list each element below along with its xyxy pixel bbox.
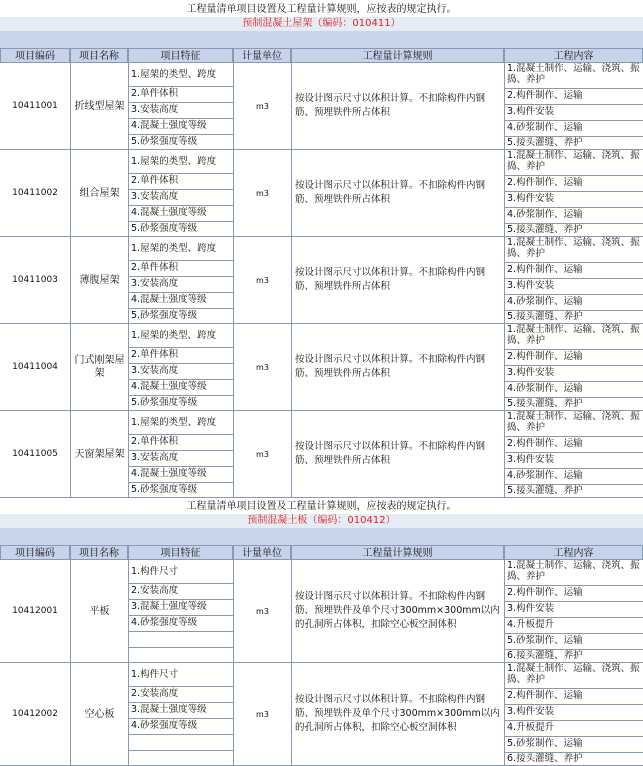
feature-item: 1.构件尺寸 xyxy=(129,663,233,687)
feature-item: 3.安装高度 xyxy=(129,364,233,380)
calc-rule: 按设计图示尺寸以体积计算。不扣除构件内钢筋、预埋铁件所占体积 xyxy=(291,63,504,149)
calc-rule: 按设计图示尺寸以体积计算。不扣除构件内钢筋、预埋铁件所占体积 xyxy=(291,324,504,410)
feature-item: 3.混凝土强度等级 xyxy=(129,600,233,616)
calc-rule: 按设计图示尺寸以体积计算。不扣除构件内钢筋、预埋铁件所占体积 xyxy=(291,237,504,323)
feature-item: 4.砂浆强度等级 xyxy=(129,616,233,632)
content-item: 5.砂浆制作、运输 xyxy=(505,737,643,753)
feature-item: 4.混凝土强度等级 xyxy=(129,467,233,483)
content-item: 5.接头灌缝、养护 xyxy=(507,137,583,148)
feature-item: 5.砂浆强度等级 xyxy=(131,223,198,234)
header-code: 项目编码 xyxy=(0,48,70,63)
item-code: 10411003 xyxy=(12,275,58,285)
item-name: 平板 xyxy=(70,560,128,662)
calc-rule: 按设计图示尺寸以体积计算。不扣除构件内钢筋、预埋铁件所占体积 xyxy=(291,411,504,497)
content-item: 4.砂浆制作、运输 xyxy=(505,382,643,398)
content-item: 1.混凝土制作、运输、浇筑、振捣、养护 xyxy=(505,237,643,263)
content-list xyxy=(504,150,643,236)
content-item: 5.砂浆制作、运输 xyxy=(505,634,643,650)
content-item: 5.接头灌缝、养护 xyxy=(507,311,583,322)
spacer-row xyxy=(0,528,643,545)
item-code: 10411002 xyxy=(12,188,58,198)
content-list xyxy=(504,237,643,323)
feature-item: 4.混凝土强度等级 xyxy=(129,380,233,396)
table-row xyxy=(0,150,643,237)
content-item: 2.构件制作、运输 xyxy=(505,350,643,366)
feature-item: 2.单件体积 xyxy=(129,261,233,277)
content-item: 3.构件安装 xyxy=(505,192,643,208)
feature-item: 1.屋架的类型、跨度 xyxy=(129,411,233,435)
feature-item: 4.混凝土强度等级 xyxy=(129,293,233,309)
feature-item: 1.屋架的类型、跨度 xyxy=(129,237,233,261)
feature-list xyxy=(128,411,233,497)
header-code: 项目编码 xyxy=(0,545,70,560)
table-row xyxy=(0,237,643,324)
content-item: 4.砂浆制作、运输 xyxy=(505,295,643,311)
item-name: 薄腹屋架 xyxy=(70,237,128,323)
content-item: 2.构件制作、运输 xyxy=(505,437,643,453)
section-notice: 工程量清单项目设置及工程量计算规则，应按表的规定执行。 xyxy=(0,499,643,515)
feature-item: 5.砂浆强度等级 xyxy=(131,397,198,408)
header-name: 项目名称 xyxy=(70,48,128,63)
feature-item: 2.安装高度 xyxy=(129,584,233,600)
content-item: 4.砂浆制作、运输 xyxy=(505,208,643,224)
content-item: 1.混凝土制作、运输、浇筑、振捣、养护 xyxy=(505,63,643,89)
feature-item: 1.构件尺寸 xyxy=(129,560,233,584)
item-code: 10412001 xyxy=(12,606,58,616)
feature-item: 2.单件体积 xyxy=(129,348,233,364)
content-item: 1.混凝土制作、运输、浇筑、振捣、养护 xyxy=(505,663,643,689)
table-row xyxy=(0,560,643,663)
feature-list xyxy=(128,560,233,662)
content-item: 2.构件制作、运输 xyxy=(505,176,643,192)
feature-item: 2.安装高度 xyxy=(129,687,233,703)
feature-item: 3.安装高度 xyxy=(129,103,233,119)
content-item: 2.构件制作、运输 xyxy=(505,89,643,105)
unit: m3 xyxy=(233,411,291,497)
feature-item xyxy=(129,751,233,766)
feature-list xyxy=(128,237,233,323)
content-item: 3.构件安装 xyxy=(505,705,643,721)
feature-item xyxy=(129,648,233,663)
content-item: 1.混凝土制作、运输、浇筑、振捣、养护 xyxy=(505,324,643,350)
feature-item xyxy=(129,735,233,751)
content-item: 3.构件安装 xyxy=(505,279,643,295)
header-unit: 计量单位 xyxy=(233,48,291,63)
content-item: 5.接头灌缝、养护 xyxy=(507,398,583,409)
feature-item: 4.砂浆强度等级 xyxy=(129,719,233,735)
header-unit: 计量单位 xyxy=(233,545,291,560)
feature-item: 2.单件体积 xyxy=(129,174,233,190)
item-name: 空心板 xyxy=(70,663,128,765)
content-item: 5.接头灌缝、养护 xyxy=(507,485,583,496)
header-features: 项目特征 xyxy=(128,545,233,560)
content-item: 2.构件制作、运输 xyxy=(505,263,643,279)
content-item: 3.构件安装 xyxy=(505,105,643,121)
calc-rule: 按设计图示尺寸以体积计算。不扣除构件内钢筋、预埋铁件及单个尺寸300mm×300mm以内的孔洞所占体积，扣除空心板空洞体积 xyxy=(291,560,504,662)
content-list xyxy=(504,411,643,497)
header-features: 项目特征 xyxy=(128,48,233,63)
item-name: 门式刚架屋架 xyxy=(70,324,128,410)
content-item: 1.混凝土制作、运输、浇筑、振捣、养护 xyxy=(505,150,643,176)
content-list xyxy=(504,324,643,410)
item-name: 天窗架屋架 xyxy=(70,411,128,497)
feature-item: 3.混凝土强度等级 xyxy=(129,703,233,719)
feature-item: 4.混凝土强度等级 xyxy=(129,119,233,135)
content-item: 1.混凝土制作、运输、浇筑、振捣、养护 xyxy=(505,411,643,437)
feature-item: 1.屋架的类型、跨度 xyxy=(129,150,233,174)
content-item: 6.接头灌缝、养护 xyxy=(507,753,583,764)
feature-item: 5.砂浆强度等级 xyxy=(131,310,198,321)
content-item: 1.混凝土制作、运输、浇筑、振捣、养护 xyxy=(505,560,643,586)
feature-list xyxy=(128,663,233,765)
feature-item: 5.砂浆强度等级 xyxy=(131,136,198,147)
content-item: 2.构件制作、运输 xyxy=(505,586,643,602)
feature-item: 3.安装高度 xyxy=(129,190,233,206)
item-name: 折线型屋架 xyxy=(70,63,128,149)
table-row xyxy=(0,663,643,766)
content-item: 3.构件安装 xyxy=(505,602,643,618)
header-name: 项目名称 xyxy=(70,545,128,560)
item-name: 组合屋架 xyxy=(70,150,128,236)
section-notice: 工程量清单项目设置及工程量计算规则，应按表的规定执行。 xyxy=(0,2,643,18)
calc-rule: 按设计图示尺寸以体积计算。不扣除构件内钢筋、预埋铁件及单个尺寸300mm×300mm以内的孔洞所占体积，扣除空心板空洞体积 xyxy=(291,663,504,765)
unit: m3 xyxy=(233,63,291,149)
table-row xyxy=(0,324,643,411)
feature-list xyxy=(128,63,233,149)
section-subtitle: 预制混凝土屋架（编码：010411） xyxy=(0,17,643,32)
section-subtitle: 预制混凝土板（编码：010412） xyxy=(0,514,643,529)
feature-item: 2.单件体积 xyxy=(129,87,233,103)
item-code: 10412002 xyxy=(12,709,58,719)
content-item: 3.构件安装 xyxy=(505,453,643,469)
content-item: 5.接头灌缝、养护 xyxy=(507,224,583,235)
item-code: 10411001 xyxy=(12,101,58,111)
item-code: 10411004 xyxy=(12,362,58,372)
unit: m3 xyxy=(233,150,291,236)
spacer-row xyxy=(0,31,643,48)
feature-item: 5.砂浆强度等级 xyxy=(131,484,198,495)
header-rule: 工程量计算规则 xyxy=(291,545,504,560)
feature-item: 4.混凝土强度等级 xyxy=(129,206,233,222)
unit: m3 xyxy=(233,237,291,323)
feature-item: 3.安装高度 xyxy=(129,451,233,467)
table-row xyxy=(0,63,643,150)
feature-list xyxy=(128,150,233,236)
content-list xyxy=(504,560,643,662)
unit: m3 xyxy=(233,324,291,410)
feature-item: 1.屋架的类型、跨度 xyxy=(129,324,233,348)
header-rule: 工程量计算规则 xyxy=(291,48,504,63)
feature-item: 1.屋架的类型、跨度 xyxy=(129,63,233,87)
feature-item xyxy=(129,632,233,648)
content-list xyxy=(504,663,643,765)
content-item: 4.砂浆制作、运输 xyxy=(505,469,643,485)
header-content: 工程内容 xyxy=(504,545,643,560)
content-item: 3.构件安装 xyxy=(505,366,643,382)
unit: m3 xyxy=(233,560,291,662)
calc-rule: 按设计图示尺寸以体积计算。不扣除构件内钢筋、预埋铁件所占体积 xyxy=(291,150,504,236)
content-item: 4.砂浆制作、运输 xyxy=(505,121,643,137)
content-item: 6.接头灌缝、养护 xyxy=(507,650,583,661)
unit: m3 xyxy=(233,663,291,765)
content-item: 4.升板提升 xyxy=(505,721,643,737)
table-row xyxy=(0,411,643,498)
feature-list xyxy=(128,324,233,410)
content-list xyxy=(504,63,643,149)
feature-item: 3.安装高度 xyxy=(129,277,233,293)
header-content: 工程内容 xyxy=(504,48,643,63)
content-item: 2.构件制作、运输 xyxy=(505,689,643,705)
item-code: 10411005 xyxy=(12,449,58,459)
feature-item: 2.单件体积 xyxy=(129,435,233,451)
content-item: 4.升板提升 xyxy=(505,618,643,634)
